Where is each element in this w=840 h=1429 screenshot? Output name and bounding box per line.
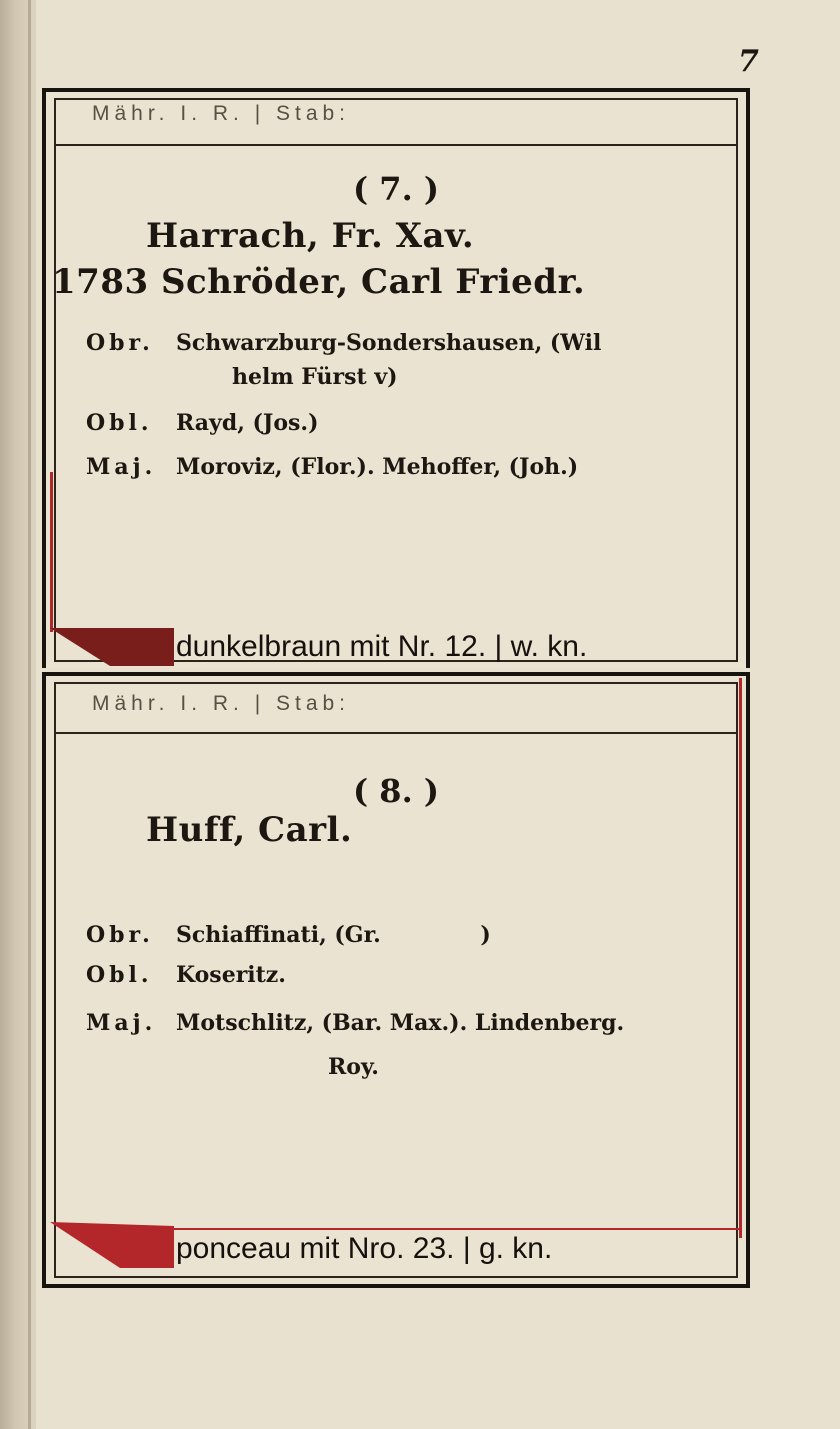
card-header: Mähr. I. R. | Stab: [92, 102, 351, 125]
officer-text: Koseritz. [176, 962, 286, 988]
card-footer [46, 622, 746, 668]
officer-line [86, 410, 318, 436]
page-number: 7 [738, 44, 759, 79]
officer-line [86, 922, 491, 948]
header-rule [56, 144, 736, 146]
rank-label: Obl. [86, 410, 153, 436]
officer-line [86, 454, 578, 480]
officer-text: helm Fürst v) [232, 364, 398, 390]
rank-label: Obl. [86, 962, 153, 988]
officer-text: Motschlitz, (Bar. Max.). Lindenberg. [176, 1010, 625, 1036]
rank-label: Maj. [86, 454, 157, 480]
red-margin-line [739, 678, 742, 1238]
color-flag [50, 1222, 174, 1268]
officer-text: Schiaffinati, (Gr. ) [176, 922, 491, 948]
regiment-card-8 [42, 672, 750, 1288]
regiment-number: ( 8. ) [353, 772, 439, 810]
regiment-card-7 [42, 88, 750, 668]
officer-line [86, 1010, 624, 1036]
officer-text: Moroviz, (Flor.). Mehoffer, (Joh.) [176, 454, 579, 480]
red-margin-line [50, 472, 53, 632]
facing-color-text: ponceau mit Nro. 23. | g. kn. [176, 1232, 553, 1265]
officer-text: Rayd, (Jos.) [176, 410, 319, 436]
color-flag [50, 624, 174, 666]
regiment-number: ( 7. ) [353, 170, 439, 208]
rank-label: Obr. [86, 330, 154, 356]
officer-line [86, 962, 286, 988]
footer-red-rule [170, 1228, 740, 1230]
rank-label: Maj. [86, 1010, 157, 1036]
facing-color-text: dunkelbraun mit Nr. 12. | w. kn. [176, 630, 588, 663]
officer-text: Schwarzburg-Sondershausen, (Wil [176, 330, 602, 356]
officer-line [232, 364, 398, 390]
officer-text: Roy. [328, 1054, 379, 1080]
rank-label: Obr. [86, 922, 154, 948]
card-footer [46, 1224, 746, 1270]
header-rule [56, 732, 736, 734]
commander-name: 1783 Schröder, Carl Friedr. [52, 262, 586, 302]
card-header: Mähr. I. R. | Stab: [92, 692, 351, 715]
officer-line [86, 330, 601, 356]
commander-name: Huff, Carl. [146, 810, 353, 850]
page-gutter [28, 0, 31, 1429]
officer-line [328, 1054, 379, 1080]
commander-name: Harrach, Fr. Xav. [146, 216, 475, 256]
